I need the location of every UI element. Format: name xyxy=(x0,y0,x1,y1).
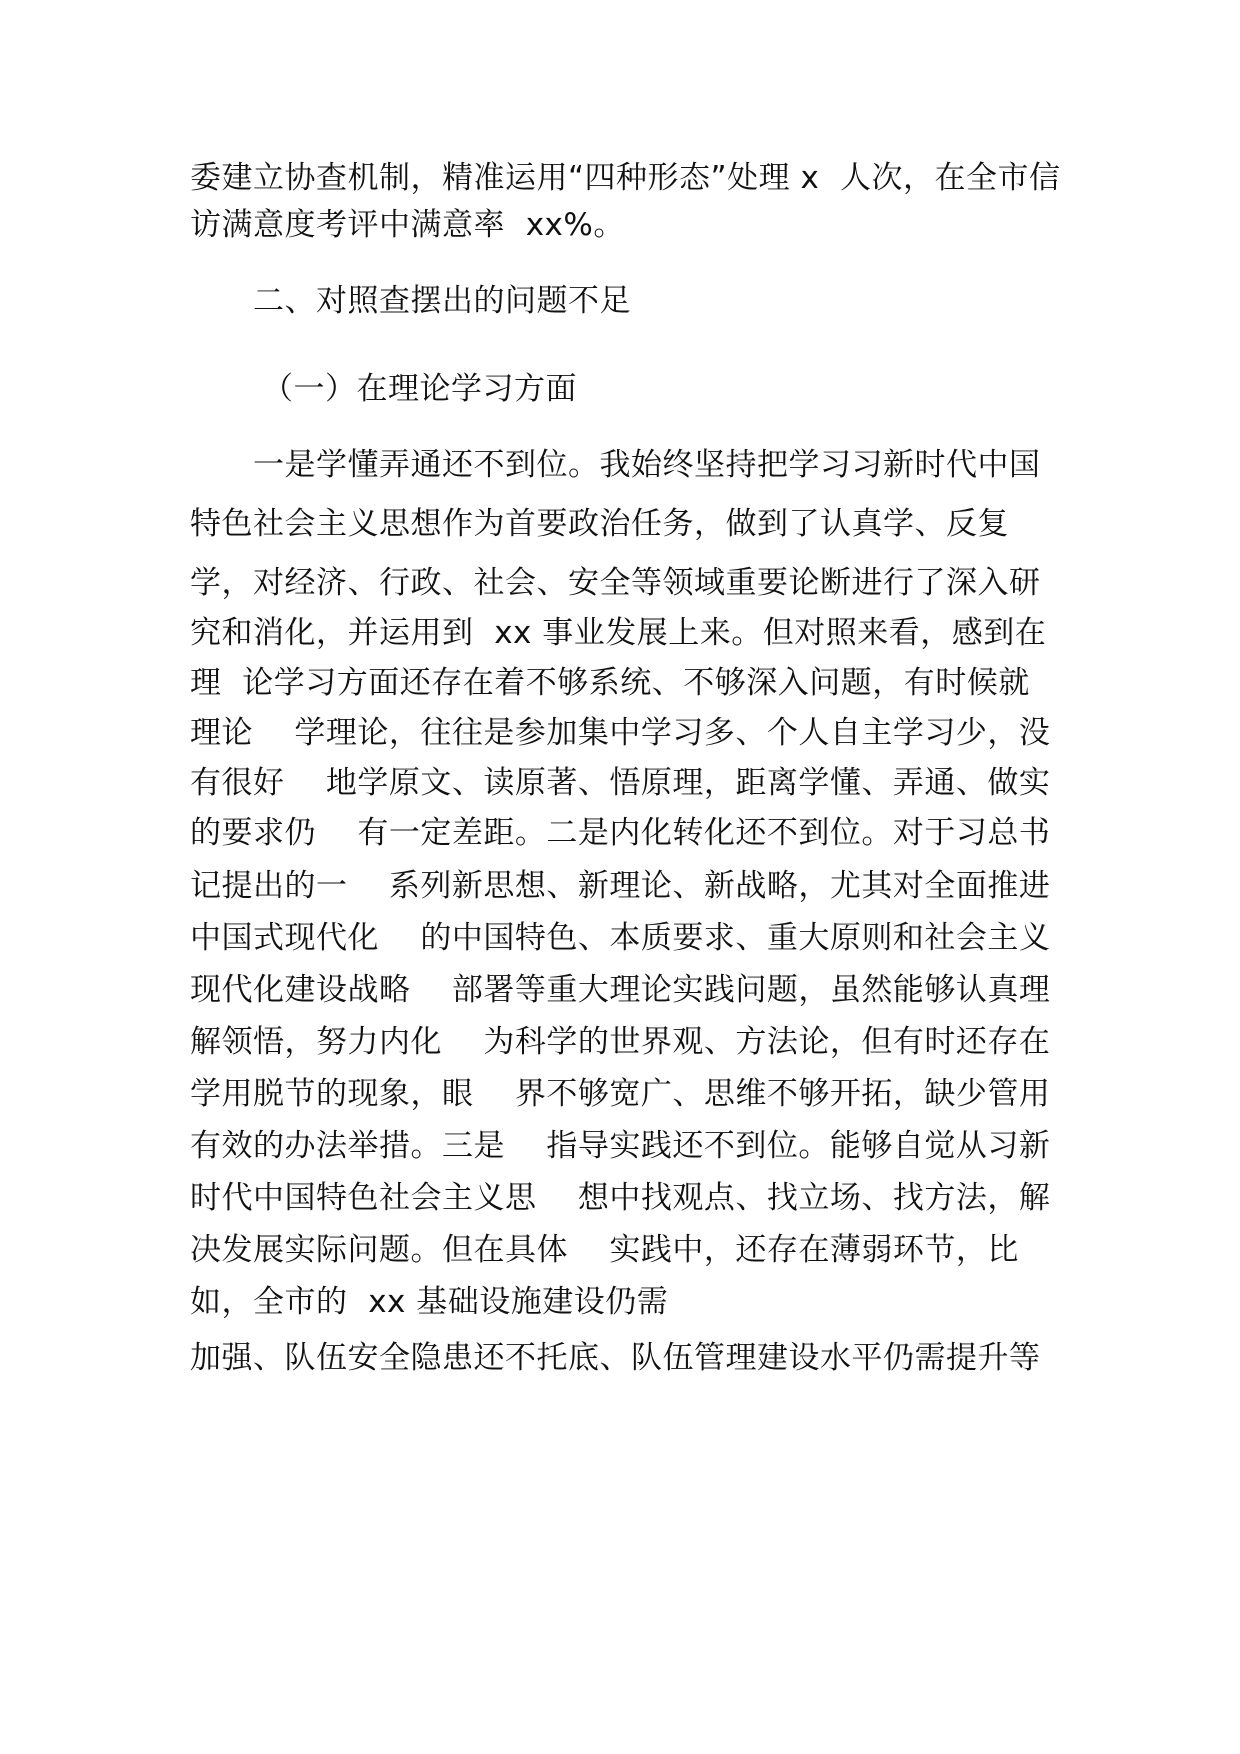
paragraph-line: 时代中国特色社会主义思 想中找观点、找立场、找方法，解 xyxy=(190,1180,1051,1216)
paragraph-line: 如，全市的 xx 基础设施建设仍需 xyxy=(190,1284,669,1320)
paragraph-line: 理 论学习方面还存在着不够系统、不够深入问题，有时候就 xyxy=(190,665,1030,701)
paragraph-line: 访满意度考评中满意率 xx%。 xyxy=(190,207,625,243)
paragraph-line: 学，对经济、行政、社会、安全等领域重要论断进行了深入研 xyxy=(190,565,1041,601)
paragraph-line: 记提出的一 系列新思想、新理论、新战略，尤其对全面推进 xyxy=(190,868,1051,904)
paragraph-line: 现代化建设战略 部署等重大理论实践问题，虽然能够认真理 xyxy=(190,972,1051,1008)
subsection-heading: （一）在理论学习方面 xyxy=(262,371,577,407)
paragraph-line: 有很好 地学原文、读原著、悟原理，距离学懂、弄通、做实 xyxy=(190,765,1051,801)
paragraph-line: 有效的办法举措。三是 指导实践还不到位。能够自觉从习新 xyxy=(190,1128,1051,1164)
section-heading: 二、对照查摆出的问题不足 xyxy=(253,283,631,319)
paragraph-line: 中国式现代化 的中国特色、本质要求、重大原则和社会主义 xyxy=(190,920,1051,956)
paragraph-line: 一是学懂弄通还不到位。我始终坚持把学习习新时代中国 xyxy=(253,447,1041,483)
paragraph-line: 学用脱节的现象，眼 界不够宽广、思维不够开拓，缺少管用 xyxy=(190,1076,1051,1112)
paragraph-line: 理论 学理论，往往是参加集中学习多、个人自主学习少，没 xyxy=(190,715,1051,751)
paragraph-line: 加强、队伍安全隐患还不托底、队伍管理建设水平仍需提升等 xyxy=(190,1340,1041,1376)
paragraph-line: 解领悟，努力内化 为科学的世界观、方法论，但有时还存在 xyxy=(190,1024,1051,1060)
paragraph-line: 的要求仍 有一定差距。二是内化转化还不到位。对于习总书 xyxy=(190,815,1051,851)
paragraph-line: 特色社会主义思想作为首要政治任务，做到了认真学、反复 xyxy=(190,506,1009,542)
paragraph-line: 委建立协查机制，精准运用“四种形态”处理 x 人次，在全市信 xyxy=(190,160,1061,196)
paragraph-line: 决发展实际问题。但在具体 实践中，还存在薄弱环节，比 xyxy=(190,1232,1019,1268)
paragraph-line: 究和消化，并运用到 xx 事业发展上来。但对照来看，感到在 xyxy=(190,615,1047,651)
